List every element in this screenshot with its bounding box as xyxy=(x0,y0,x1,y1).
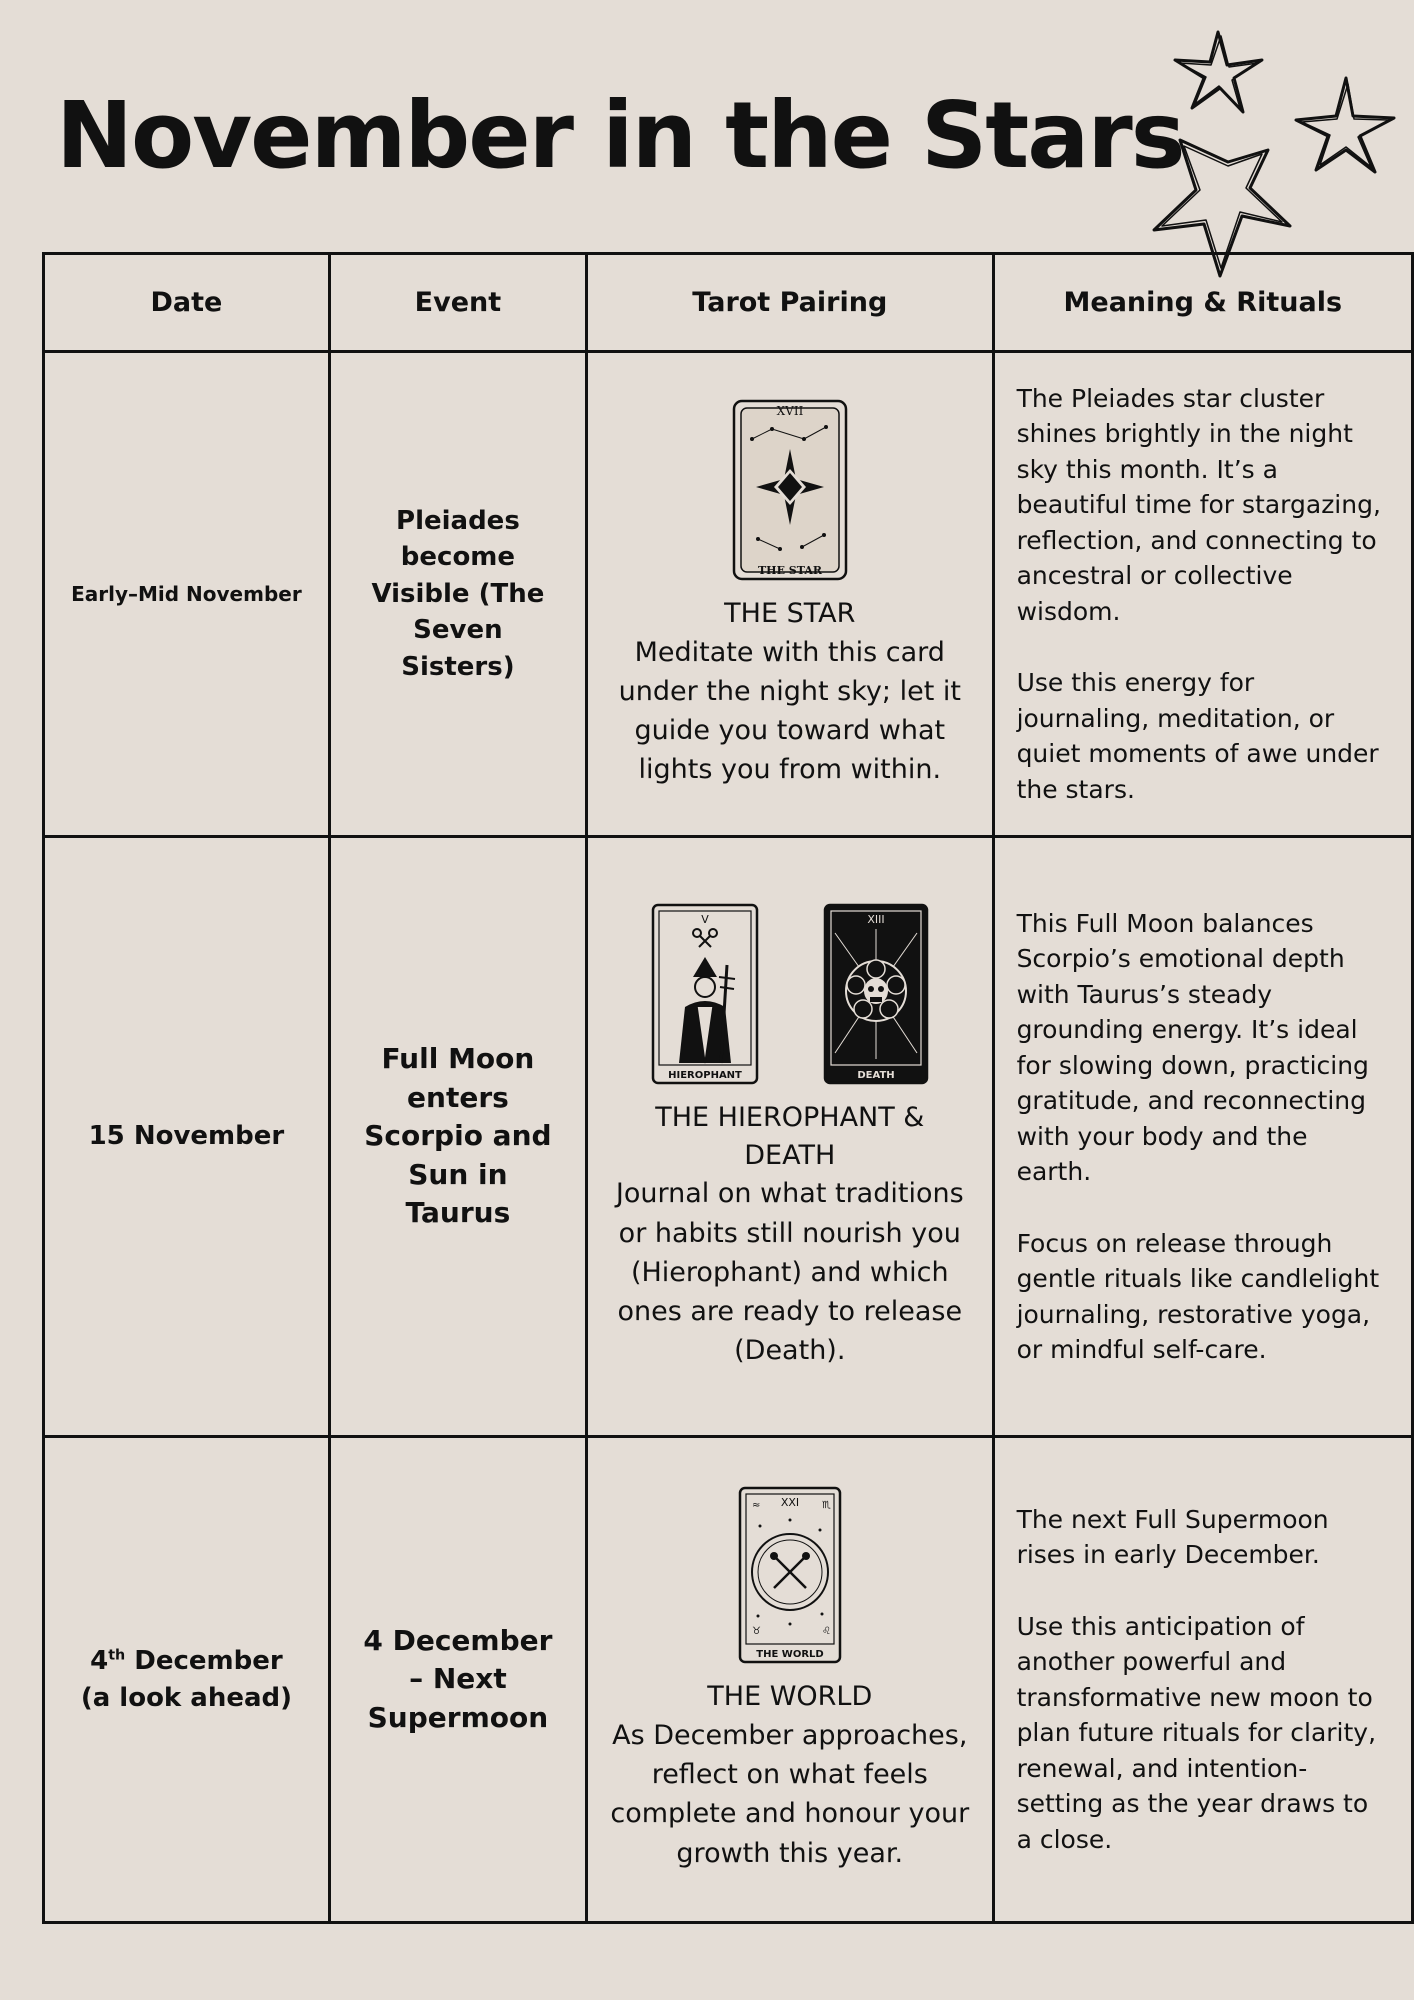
tarot-title: THE STAR xyxy=(724,597,856,629)
date-text: Early–Mid November xyxy=(71,582,302,606)
header-date: Date xyxy=(44,254,330,352)
table-row xyxy=(44,837,1413,1437)
meaning-cell xyxy=(993,837,1412,1437)
meaning-paragraph: Focus on release through gentle rituals like candlelight journaling, restorative yoga, or mindful self-care. xyxy=(1016,1228,1380,1364)
event-text: Pleiades become Visible (The Seven Sisters) xyxy=(371,506,545,682)
header-event: Event xyxy=(329,254,586,352)
date-day: 4 xyxy=(90,1646,109,1677)
tarot-cell xyxy=(587,837,994,1437)
date-text: 15 November xyxy=(88,1121,285,1152)
svg-text:♌: ♌ xyxy=(821,1626,831,1638)
table-row xyxy=(44,352,1413,837)
date-cell xyxy=(44,1437,330,1923)
death-card-icon xyxy=(823,903,929,1085)
card-name: THE STAR xyxy=(757,563,822,577)
stars-decoration-icon xyxy=(1140,20,1414,280)
date-month: December xyxy=(125,1646,283,1677)
date-cell xyxy=(44,352,330,837)
event-cell xyxy=(329,837,586,1437)
tarot-title: THE WORLD xyxy=(707,1681,873,1713)
event-text: Full Moon enters Scorpio and Sun in Taurus xyxy=(364,1041,552,1230)
meaning-paragraph: Use this energy for journaling, meditation, or quiet moments of awe under the stars. xyxy=(1016,668,1379,804)
date-note: (a look ahead) xyxy=(80,1682,292,1713)
header-meaning: Meaning & Rituals xyxy=(993,254,1412,352)
tarot-title: THE HIEROPHANT & DEATH xyxy=(655,1101,925,1171)
star-card-icon xyxy=(732,399,848,581)
card-numeral: XVII xyxy=(776,403,804,418)
tarot-cell xyxy=(587,1437,994,1923)
tarot-cell xyxy=(587,352,994,837)
tarot-description: Journal on what traditions or habits still nourish you (Hierophant) and which ones are ready to release (Death). xyxy=(615,1178,964,1366)
svg-text:≈: ≈ xyxy=(751,1500,761,1512)
table-header-row xyxy=(44,254,1413,352)
meaning-paragraph: The Pleiades star cluster shines brightly in the night sky this month. It’s a beautiful time for stargazing, reflection, and connecting to ancestral or collective wisdom. xyxy=(1016,383,1381,626)
hierophant-card-icon xyxy=(651,903,759,1085)
event-text: 4 December – Next Supermoon xyxy=(363,1623,553,1734)
meaning-cell xyxy=(993,352,1412,837)
svg-text:♉: ♉ xyxy=(751,1626,761,1638)
date-cell xyxy=(44,837,330,1437)
meaning-paragraph: Use this anticipation of another powerful and transformative new moon to plan future rituals for clarity, renewal, and intention-setting as the year draws to a close. xyxy=(1016,1611,1377,1854)
tarot-description: As December approaches, reflect on what feels complete and honour your growth this year. xyxy=(610,1720,970,1869)
tarot-description: Meditate with this card under the night sky; let it guide you toward what lights you from within. xyxy=(618,636,961,786)
page-title: November in the Stars xyxy=(56,82,1184,189)
card-name: DEATH xyxy=(857,1069,895,1081)
meaning-paragraph: The next Full Supermoon rises in early December. xyxy=(1016,1504,1329,1570)
astrology-table xyxy=(42,252,1414,1924)
meaning-paragraph: This Full Moon balances Scorpio’s emotional depth with Taurus’s steady grounding energy. It’s ideal for slowing down, practicing gratitude, and reconnecting with your body and the earth. xyxy=(1016,908,1369,1186)
card-numeral: XIII xyxy=(867,912,885,926)
svg-text:♏: ♏ xyxy=(821,1500,831,1512)
table-row xyxy=(44,1437,1413,1923)
meaning-cell xyxy=(993,1437,1412,1923)
header-tarot: Tarot Pairing xyxy=(587,254,994,352)
card-name: HIEROPHANT xyxy=(667,1069,742,1081)
event-cell xyxy=(329,352,586,837)
card-numeral: V xyxy=(701,912,709,926)
card-name: THE WORLD xyxy=(756,1649,824,1661)
date-text xyxy=(67,1643,306,1716)
event-cell xyxy=(329,1437,586,1923)
world-card-icon xyxy=(738,1486,842,1664)
date-ordinal: th xyxy=(108,1647,126,1664)
card-numeral: XXI xyxy=(780,1496,799,1510)
